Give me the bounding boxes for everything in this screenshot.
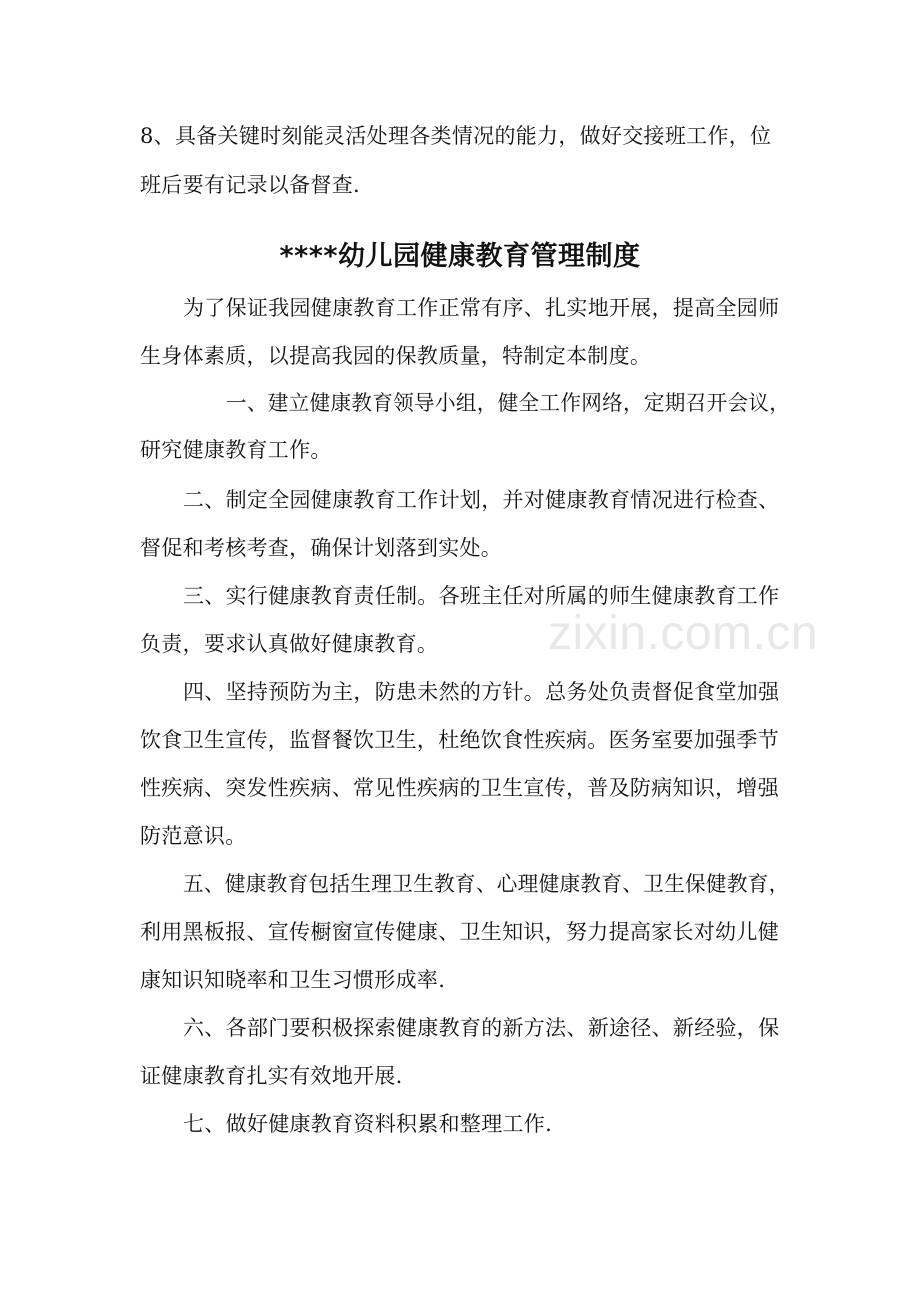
text-line: 饮食卫生宣传，监督餐饮卫生，杜绝饮食性疾病。医务室要加强季节 — [140, 728, 779, 752]
text-line: 五、健康教育包括生理卫生教育、心理健康教育、卫生保健教育， — [183, 872, 790, 896]
text-line: 四、坚持预防为主，防患未然的方针。总务处负责督促食堂加强 — [183, 680, 780, 704]
text-line: 生身体素质，以提高我园的保教质量，特制定本制度。 — [140, 344, 652, 368]
text-line: 防范意识。 — [140, 824, 247, 848]
text-line: 二、制定全园健康教育工作计划，并对健康教育情况进行检查、 — [183, 488, 780, 512]
text-line: 为了保证我园健康教育工作正常有序、扎实地开展，提高全园师 — [183, 296, 780, 320]
text-line: 六、各部门要积极探索健康教育的新方法、新途径、新经验，保 — [183, 1016, 780, 1040]
text-line: 性疾病、突发性疾病、常见性疾病的卫生宣传，普及防病知识，增强 — [140, 776, 779, 800]
text-line: 8、具备关键时刻能灵活处理各类情况的能力，做好交接班工作，位 — [140, 124, 772, 148]
text-line: 康知识知晓率和卫生习惯形成率. — [140, 968, 446, 992]
text-line: 一、建立健康教育领导小组，健全工作网络，定期召开会议， — [226, 391, 791, 415]
text-line: 七、做好健康教育资料积累和整理工作. — [183, 1112, 553, 1136]
text-line: 证健康教育扎实有效地开展. — [140, 1064, 403, 1088]
text-line: 研究健康教育工作。 — [140, 438, 332, 462]
text-line: 利用黑板报、宣传橱窗宣传健康、卫生知识，努力提高家长对幼儿健 — [140, 920, 779, 944]
text-line: 班后要有记录以备督查. — [140, 173, 360, 197]
document-title: ****幼儿园健康教育管理制度 — [279, 241, 641, 272]
watermark-text: zixin.com.cn — [548, 607, 819, 660]
text-line: 负责，要求认真做好健康教育。 — [140, 632, 439, 656]
text-line: 三、实行健康教育责任制。各班主任对所属的师生健康教育工作 — [183, 584, 780, 608]
text-line: 督促和考核考查，确保计划落到实处。 — [140, 536, 503, 560]
